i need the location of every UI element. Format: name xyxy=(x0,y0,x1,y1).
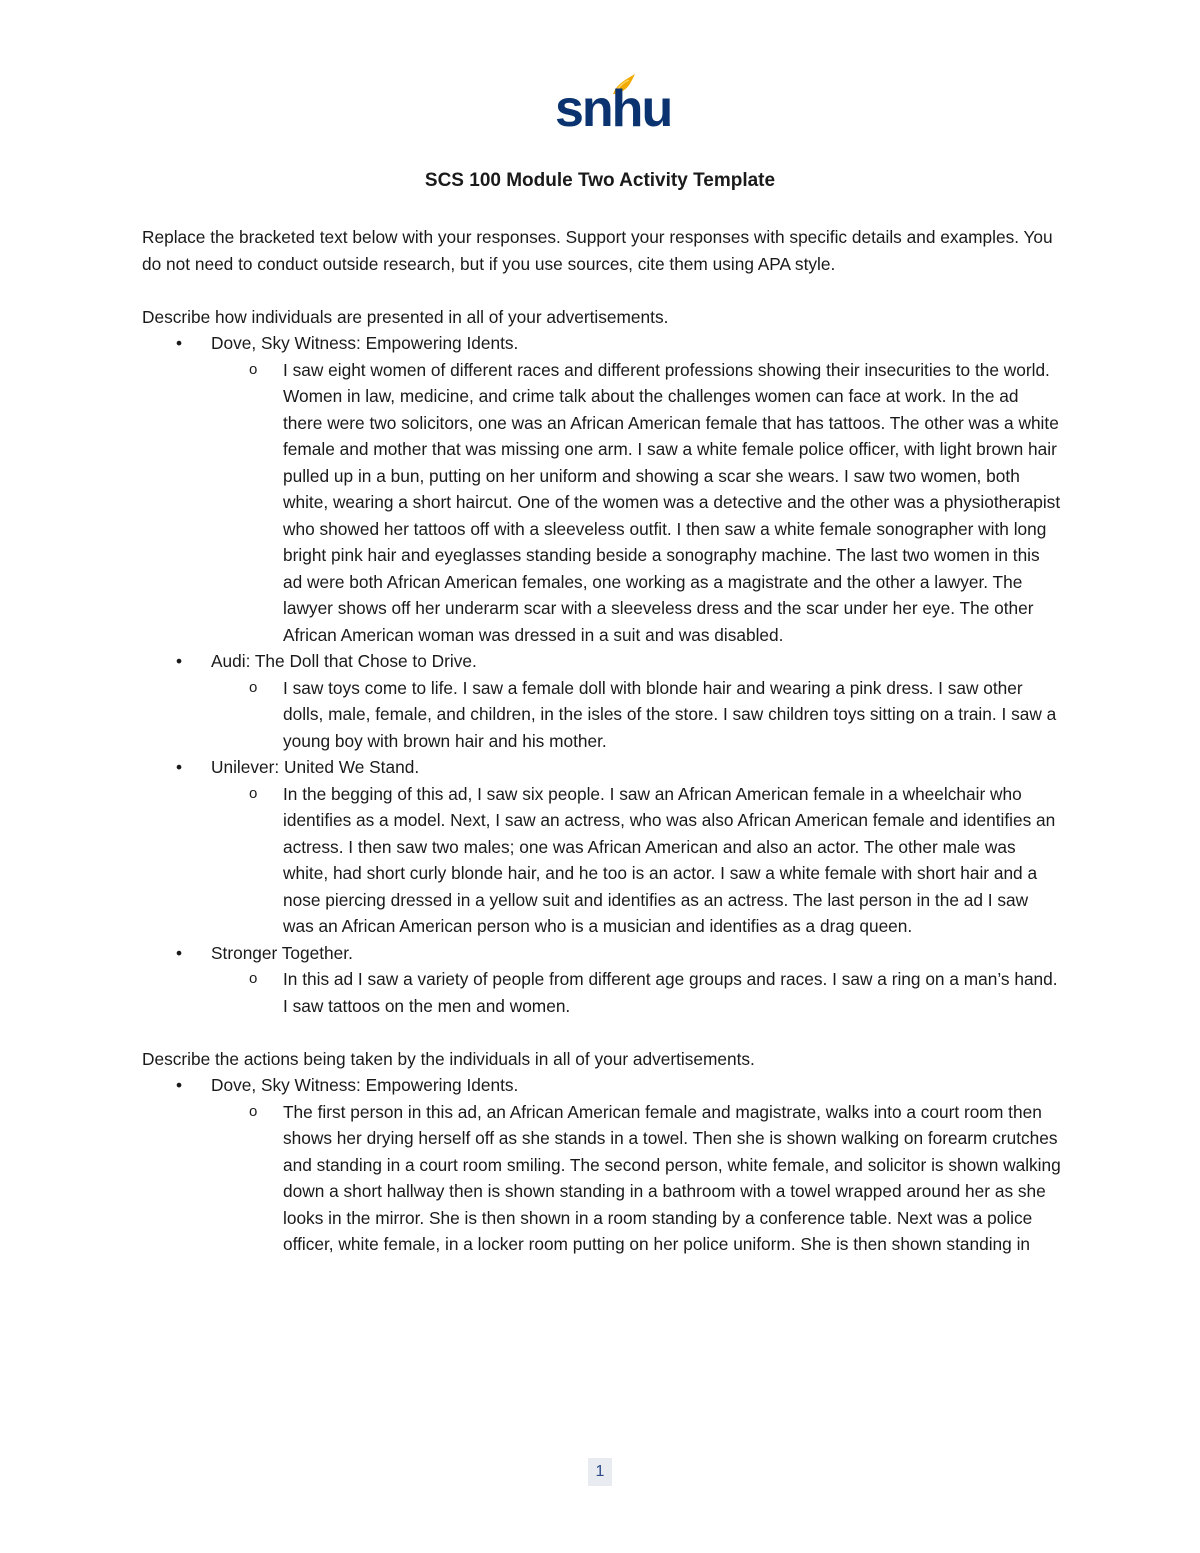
logo-wordmark: snhu xyxy=(555,80,672,138)
question-1: Describe how individuals are presented in all of your advertisements. xyxy=(142,306,669,327)
bullet-icon: • xyxy=(176,942,183,963)
snhu-logo xyxy=(555,72,672,138)
page-number: 1 xyxy=(588,1458,612,1486)
circle-bullet-icon: o xyxy=(249,784,258,802)
list-subitem: o In the begging of this ad, I saw six people. I saw an African American female in a wheelchair who identifies as a model. Next, I saw an actress, who was also African American female and identifies an actress. I then saw two males; one was African American and also an actor. The other male was white, had short curly blonde hair, and he too is an actor. I saw a white female with short hair and a nose piercing dressed in a yellow suit and identifies as an actress. The last person in the ad I saw was an African American person who is a musician and identifies as a drag queen. xyxy=(142,781,1062,940)
document-body xyxy=(142,224,1062,1258)
list-subitem: o In this ad I saw a variety of people from different age groups and races. I saw a ring on a man’s hand. I saw tattoos on the men and women. xyxy=(142,966,1062,1019)
list-item: • Unilever: United We Stand. xyxy=(142,754,1062,781)
list-subitem: o The first person in this ad, an African American female and magistrate, walks into a court room then shows her drying herself off as she stands in a towel. Then she is shown walking on forearm crutches and standing in a court room smiling. The second person, white female, and solicitor is shown walking down a short hallway then is shown standing in a bathroom with a towel wrapped around her as she looks in the mirror. She is then shown in a room standing by a conference table. Next was a police officer, white female, in a locker room putting on her police uniform. She is then shown standing in xyxy=(142,1099,1062,1258)
circle-bullet-icon: o xyxy=(249,1102,258,1120)
list-subitem: o I saw toys come to life. I saw a female doll with blonde hair and wearing a pink dress. I saw other dolls, male, female, and children, in the isles of the store. I saw children toys sitting on a train. I saw a young boy with brown hair and his mother. xyxy=(142,675,1062,755)
circle-bullet-icon: o xyxy=(249,970,258,987)
intro-paragraph: Replace the bracketed text below with your responses. Support your responses with specific details and examples. You do not need to conduct outside research, but if you use sources, cite them using APA style. xyxy=(142,227,1053,274)
circle-bullet-icon: o xyxy=(249,678,258,696)
list-item: • Dove, Sky Witness: Empowering Idents. xyxy=(142,1072,1062,1099)
list-item: • Audi: The Doll that Chose to Drive. xyxy=(142,648,1062,675)
bullet-icon: • xyxy=(176,333,183,353)
question-2: Describe the actions being taken by the individuals in all of your advertisements. xyxy=(142,1048,755,1069)
list-item: • Dove, Sky Witness: Empowering Idents. xyxy=(142,330,1062,357)
list-item: • Stronger Together. xyxy=(142,940,1062,967)
bullet-icon: • xyxy=(176,651,183,671)
page-title: SCS 100 Module Two Activity Template xyxy=(424,170,776,191)
bullet-icon: • xyxy=(176,757,183,777)
bullet-icon: • xyxy=(176,1075,183,1095)
list-subitem: o I saw eight women of different races and different professions showing their insecurities to the world. Women in law, medicine, and crime talk about the challenges women can face at work. In the ad there were two solicitors, one was an African American female that has tattoos. The other was a white female and mother that was missing one arm. I saw a white female police officer, with light brown hair pulled up in a bun, putting on her uniform and showing a scar she wears. I saw two women, both white, wearing a short haircut. One of the women was a detective and the other was a physiotherapist who showed her tattoos off with a sleeveless outfit. I then saw a white female sonographer with long bright pink hair and eyeglasses standing beside a sonography machine. The last two women in this ad were both African American females, one working as a magistrate and the other a lawyer. The lawyer shows off her underarm scar with a sleeveless dress and the scar under her eye. The other African American woman was dressed in a suit and was disabled. xyxy=(142,357,1062,649)
circle-bullet-icon: o xyxy=(249,360,258,378)
